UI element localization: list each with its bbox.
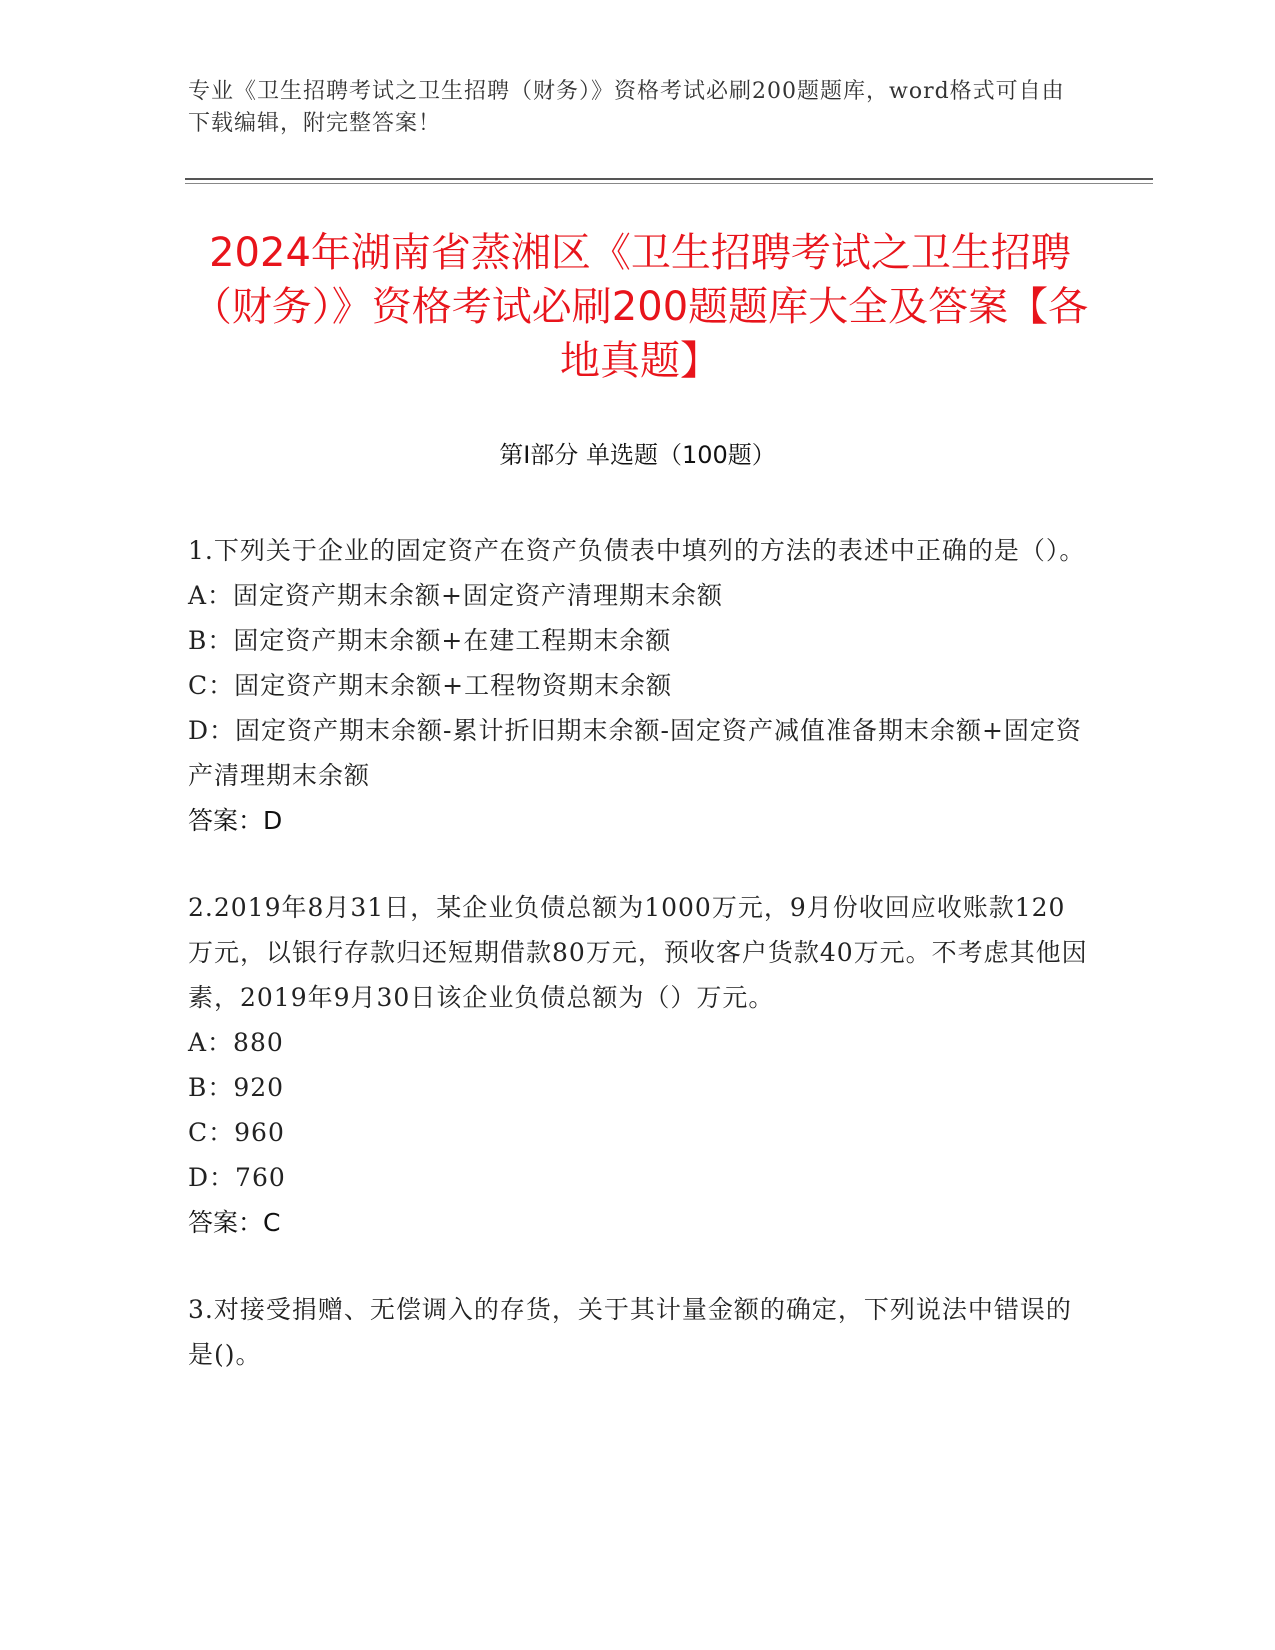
header-divider (185, 178, 1153, 180)
option-c: C：固定资产期末余额+工程物资期末余额 (188, 671, 673, 700)
question-list (188, 528, 1088, 1419)
question-2 (188, 885, 1088, 1245)
question-text: 3.对接受捐赠、无偿调入的存货，关于其计量金额的确定，下列说法中错误的是()。 (188, 1295, 1072, 1369)
answer-label: 答案：D (188, 806, 283, 835)
header-divider-thin (185, 183, 1153, 184)
document-title: 2024年湖南省蒸湘区《卫生招聘考试之卫生招聘（财务）》资格考试必刷200题题库大全及答案【各地真题】 (191, 230, 1089, 384)
option-c: C：960 (188, 1118, 285, 1147)
question-text: 2.2019年8月31日，某企业负债总额为1000万元，9月份收回应收账款120万元，以银行存款归还短期借款80万元，预收客户货款40万元。不考虑其他因素，2019年9月30日该企业负债总额为（）万元。 (188, 893, 1088, 1012)
question-3 (188, 1287, 1088, 1377)
option-d: D：760 (188, 1163, 286, 1192)
option-b: B：920 (188, 1073, 285, 1102)
question-text: 1.下列关于企业的固定资产在资产负债表中填列的方法的表述中正确的是（）。 (188, 536, 1086, 565)
option-a: A：固定资产期末余额+固定资产清理期末余额 (188, 581, 724, 610)
option-a: A：880 (188, 1028, 284, 1057)
question-1 (188, 528, 1088, 843)
header-note: 专业《卫生招聘考试之卫生招聘（财务）》资格考试必刷200题题库，word格式可自由下载编辑，附完整答案！ (188, 79, 1065, 136)
answer-label: 答案：C (188, 1208, 281, 1237)
option-b: B：固定资产期末余额+在建工程期末余额 (188, 626, 672, 655)
option-d: D：固定资产期末余额-累计折旧期末余额-固定资产减值准备期末余额+固定资产清理期末余额 (188, 716, 1082, 790)
section-title: 第Ⅰ部分 单选题（100题） (499, 441, 776, 469)
